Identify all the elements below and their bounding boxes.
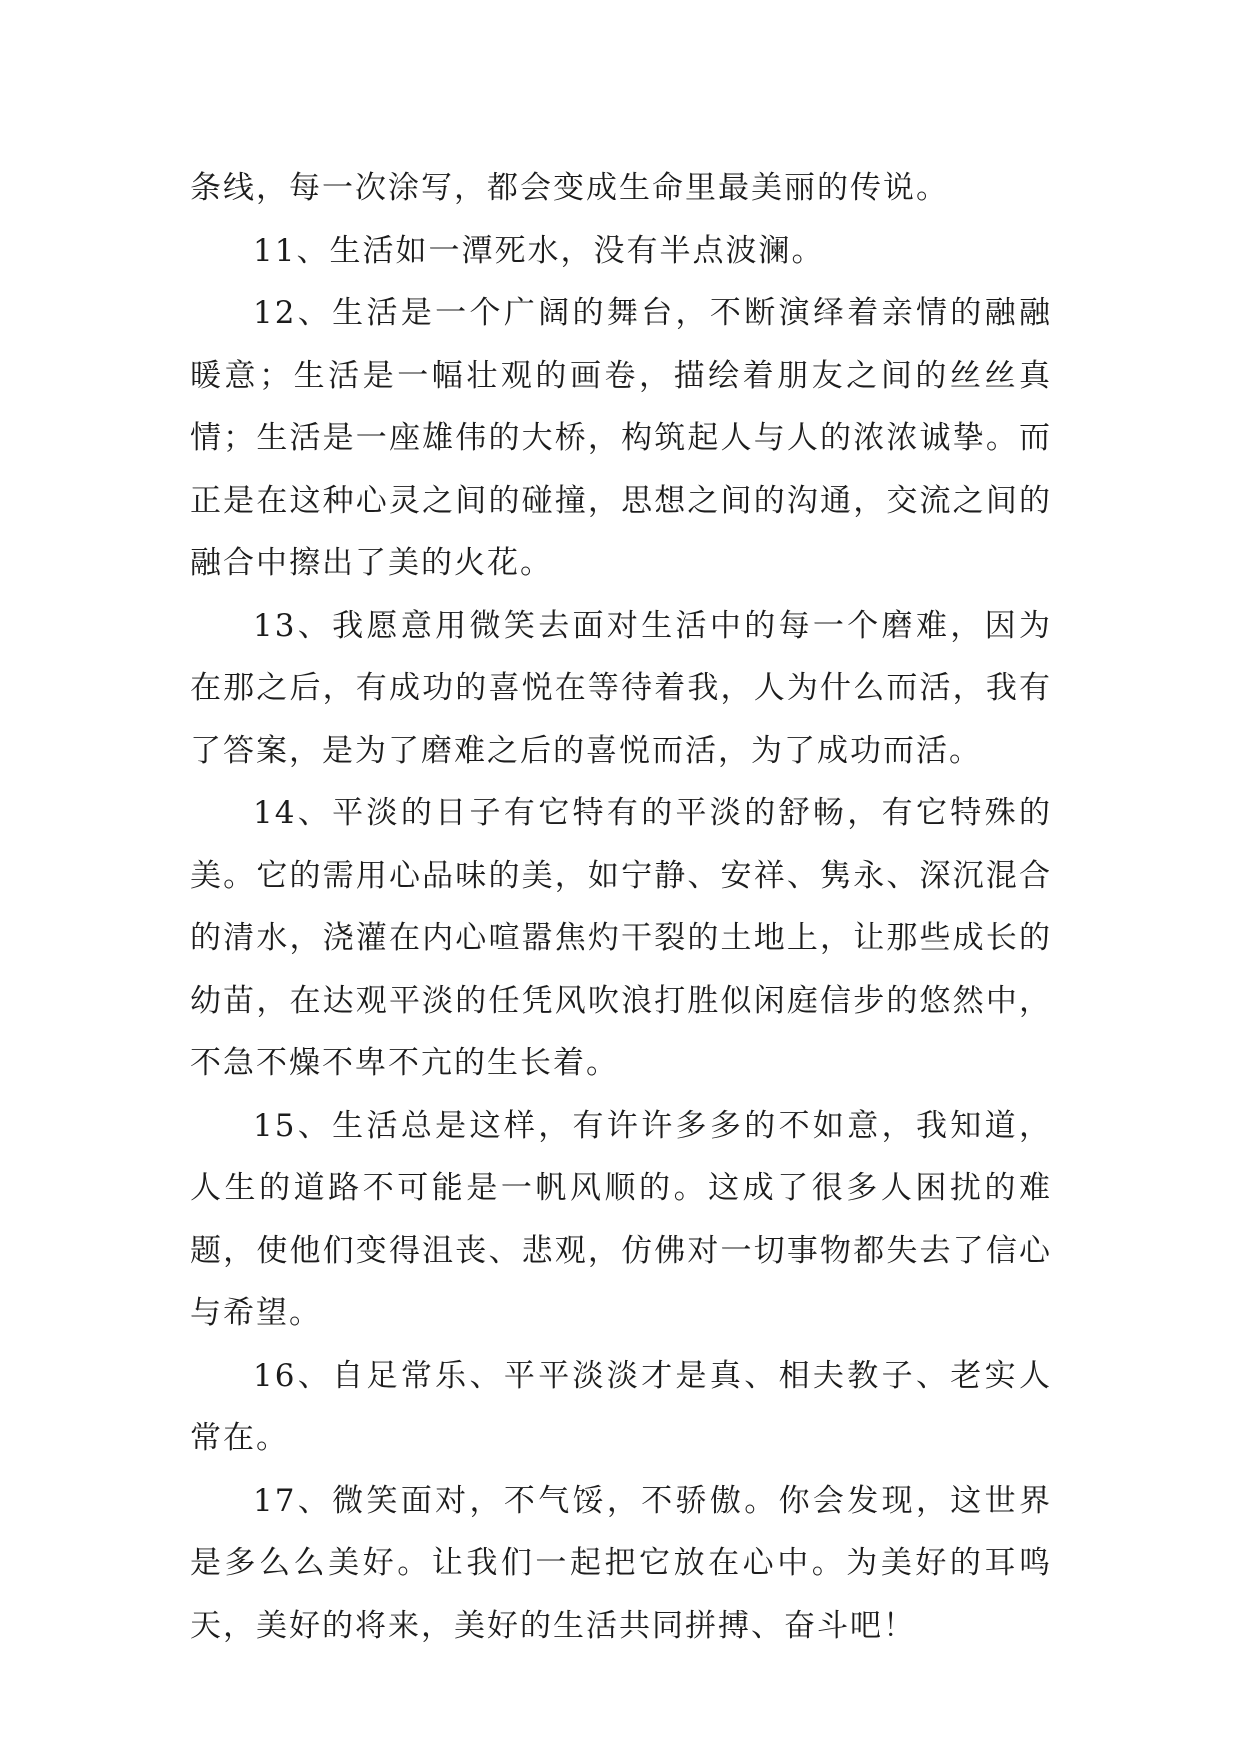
- paragraph-item-17: 17、微笑面对，不气馁，不骄傲。你会发现，这世界是多么么美好。让我们一起把它放在心中。为美好的耳鸣天，美好的将来，美好的生活共同拼搏、奋斗吧！: [190, 1482, 1052, 1644]
- paragraph-item-11: 11、生活如一潭死水，没有半点波澜。: [253, 232, 825, 269]
- paragraph-item-12: 12、生活是一个广阔的舞台，不断演绎着亲情的融融暖意；生活是一幅壮观的画卷，描绘着朋友之间的丝丝真情；生活是一座雄伟的大桥，构筑起人与人的浓浓诚挚。而正是在这种心灵之间的碰撞，思想之间的沟通，交流之间的融合中擦出了美的火花。: [190, 295, 1052, 581]
- paragraph-item-13: 13、我愿意用微笑去面对生活中的每一个磨难，因为在那之后，有成功的喜悦在等待着我，人为什么而活，我有了答案，是为了磨难之后的喜悦而活，为了成功而活。: [190, 607, 1052, 769]
- paragraph-item-16: 16、自足常乐、平平淡淡才是真、相夫教子、老实人常在。: [190, 1357, 1052, 1456]
- paragraph-item-14: 14、平淡的日子有它特有的平淡的舒畅，有它特殊的美。它的需用心品味的美，如宁静、安祥、隽永、深沉混合的清水，浇灌在内心喧嚣焦灼干裂的土地上，让那些成长的幼苗，在达观平淡的任凭风吹浪打胜似闲庭信步的悠然中，不急不燥不卑不亢的生长着。: [190, 795, 1052, 1081]
- paragraph-continuation: 条线，每一次涂写，都会变成生命里最美丽的传说。: [190, 170, 949, 206]
- paragraph-item-15: 15、生活总是这样，有许许多多的不如意，我知道，人生的道路不可能是一帆风顺的。这成了很多人困扰的难题，使他们变得沮丧、悲观，仿佛对一切事物都失去了信心与希望。: [190, 1107, 1052, 1331]
- document-body: [190, 157, 1052, 1657]
